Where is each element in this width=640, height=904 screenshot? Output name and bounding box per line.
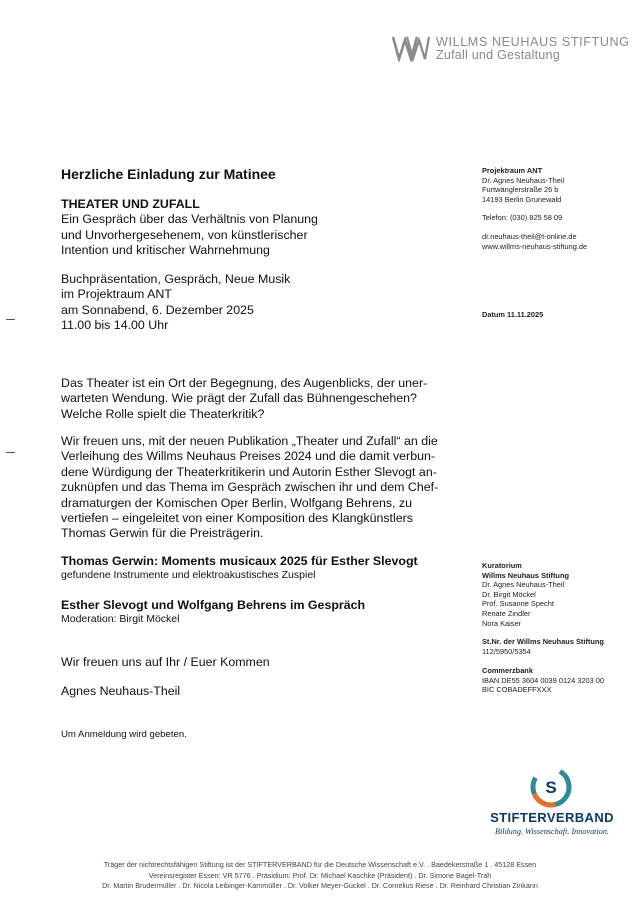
board-member: Renate Zindler (482, 608, 531, 618)
event-detail-line: im Projektraum ANT (61, 287, 172, 302)
paragraph-line: zuknüpfen und das Thema im Gespräch zwischen ihr und dem Chef- (61, 480, 439, 495)
board-title: Kuratorium (482, 561, 522, 570)
registration-note: Um Anmeldung wird gebeten. (61, 729, 187, 740)
body-paragraph (61, 434, 466, 542)
paragraph-line: Thomas Gerwin für die Preisträgerin. (61, 526, 264, 541)
venue-line: Dr. Agnes Neuhaus-Theil (482, 175, 565, 185)
iban: IBAN DE55 3604 0039 0124 3203 00 (482, 675, 605, 685)
board-member: Nora Kaiser (482, 618, 522, 628)
footer-line: Träger der nichtrechtsfähigen Stiftung ist der STIFTERVERBAND für die Deutsche Wissenschaft e.V. . Baedekerstraße 1 . 45128 Essen (103, 860, 537, 869)
venue-contact (482, 166, 632, 251)
program-detail: Moderation: Birgit Möckel (61, 613, 180, 626)
tax-number: 112/5950/5354 (482, 646, 531, 656)
stifterverband-emblem-icon (530, 766, 572, 808)
paragraph-line: Wir freuen uns, mit der neuen Publikation „Theater und Zufall“ an die (61, 434, 438, 448)
event-subtitle-line: und Unvorhergesehenem, von künstlerischer (61, 227, 308, 242)
program-detail: gefundene Instrumente und elektroakustisches Zuspiel (61, 569, 316, 582)
email-link[interactable]: dr.neuhaus-theil@t-online.de (482, 231, 577, 241)
event-subtitle-line: Intention und kritischer Wahrnehmung (61, 243, 270, 258)
event-title: THEATER UND ZUFALL (61, 197, 200, 211)
event-detail-line: am Sonnabend, 6. Dezember 2025 (61, 302, 254, 317)
stifterverband-name: STIFTERVERBAND (490, 810, 614, 825)
phone: Telefon: (030) 825 58 09 (482, 213, 563, 223)
tax-title: St.Nr. der Willms Neuhaus Stiftung (482, 637, 604, 646)
board-subtitle: Willms Neuhaus Stiftung (482, 570, 569, 580)
fold-mark (6, 452, 15, 453)
program-item-1 (61, 554, 471, 582)
venue-title: Projektraum ANT (482, 166, 543, 175)
event-details (61, 272, 461, 334)
website-link[interactable]: www.willms-neuhaus-stiftung.de (482, 241, 588, 251)
venue-line: 14193 Berlin Grunewald (482, 194, 562, 204)
program-item-2 (61, 598, 461, 626)
bank-title: Commerzbank (482, 666, 533, 675)
letter-date: Datum 11.11.2025 (482, 310, 544, 319)
fold-mark (6, 319, 15, 320)
bank-block (482, 666, 632, 695)
invitation-heading: Herzliche Einladung zur Matinee (61, 166, 276, 182)
logo-name: WILLMS NEUHAUS STIFTUNG (436, 35, 630, 49)
board-member: Dr. Agnes Neuhaus-Theil (482, 580, 565, 590)
event-detail-line: 11.00 bis 14.00 Uhr (61, 318, 169, 333)
board-member: Prof. Susanne Specht (482, 599, 554, 609)
program-title: Thomas Gerwin: Moments musicaux 2025 für Esther Slevogt (61, 554, 418, 568)
closing-line: Wir freuen uns auf Ihr / Euer Kommen (61, 655, 270, 669)
venue-line: Furtwänglerstraße 26 b (482, 185, 559, 195)
logo-tagline: Zufall und Gestaltung (436, 48, 560, 62)
paragraph-line: vertiefen – eingeleitet von einer Komposition des Klangkünstlers (61, 511, 413, 526)
ww-logo-icon (392, 34, 430, 62)
tax-block (482, 637, 632, 656)
signature: Agnes Neuhaus-Theil (61, 684, 181, 698)
paragraph-line: warteten Wendung. Wie prägt der Zufall das Bühnengeschehen? (61, 391, 417, 406)
footer-line: Dr. Martin Brudermüller . Dr. Nicola Leibinger-Kammüller . Dr. Volker Meyer-Guckel . Dr. Cornelius Riese . Dr. Reinhard Christian Zinkann (102, 881, 538, 891)
footer-line: Vereinsregister Essen: VR 5776 . Präsidium: Prof. Dr. Michael Kaschke (Präsident) . Dr. Simone Bagel-Trah (148, 870, 492, 880)
event-subtitle-line: Ein Gespräch über das Verhältnis von Planung (61, 212, 318, 227)
board-member: Dr. Birgit Möckel (482, 589, 536, 599)
intro-paragraph (61, 376, 461, 422)
stifterverband-claim: Bildung. Wissenschaft. Innovation. (495, 827, 609, 836)
paragraph-line: Das Theater ist ein Ort der Begegnung, des Augenblicks, der uner- (61, 376, 428, 390)
paragraph-line: Welche Rolle spielt die Theaterkritik? (61, 406, 265, 421)
paragraph-line: Verleihung des Willms Neuhaus Preises 2024 und die damit verbun- (61, 449, 435, 464)
program-title: Esther Slevogt und Wolfgang Behrens im Gespräch (61, 598, 366, 612)
foundation-logo (392, 34, 632, 64)
stifterverband-logo (488, 766, 628, 840)
bic: BIC COBADEFFXXX (482, 685, 552, 695)
event-title-block (61, 197, 461, 259)
paragraph-line: dramaturgen der Komischen Oper Berlin, Wolfgang Behrens, zu (61, 495, 413, 510)
paragraph-line: dene Würdigung der Theaterkritikerin und Autorin Esther Slevogt an- (61, 464, 437, 479)
board-block (482, 561, 632, 628)
event-detail-line: Buchpräsentation, Gespräch, Neue Musik (61, 272, 291, 286)
svg-text:S: S (545, 778, 557, 797)
page-footer (0, 860, 640, 892)
